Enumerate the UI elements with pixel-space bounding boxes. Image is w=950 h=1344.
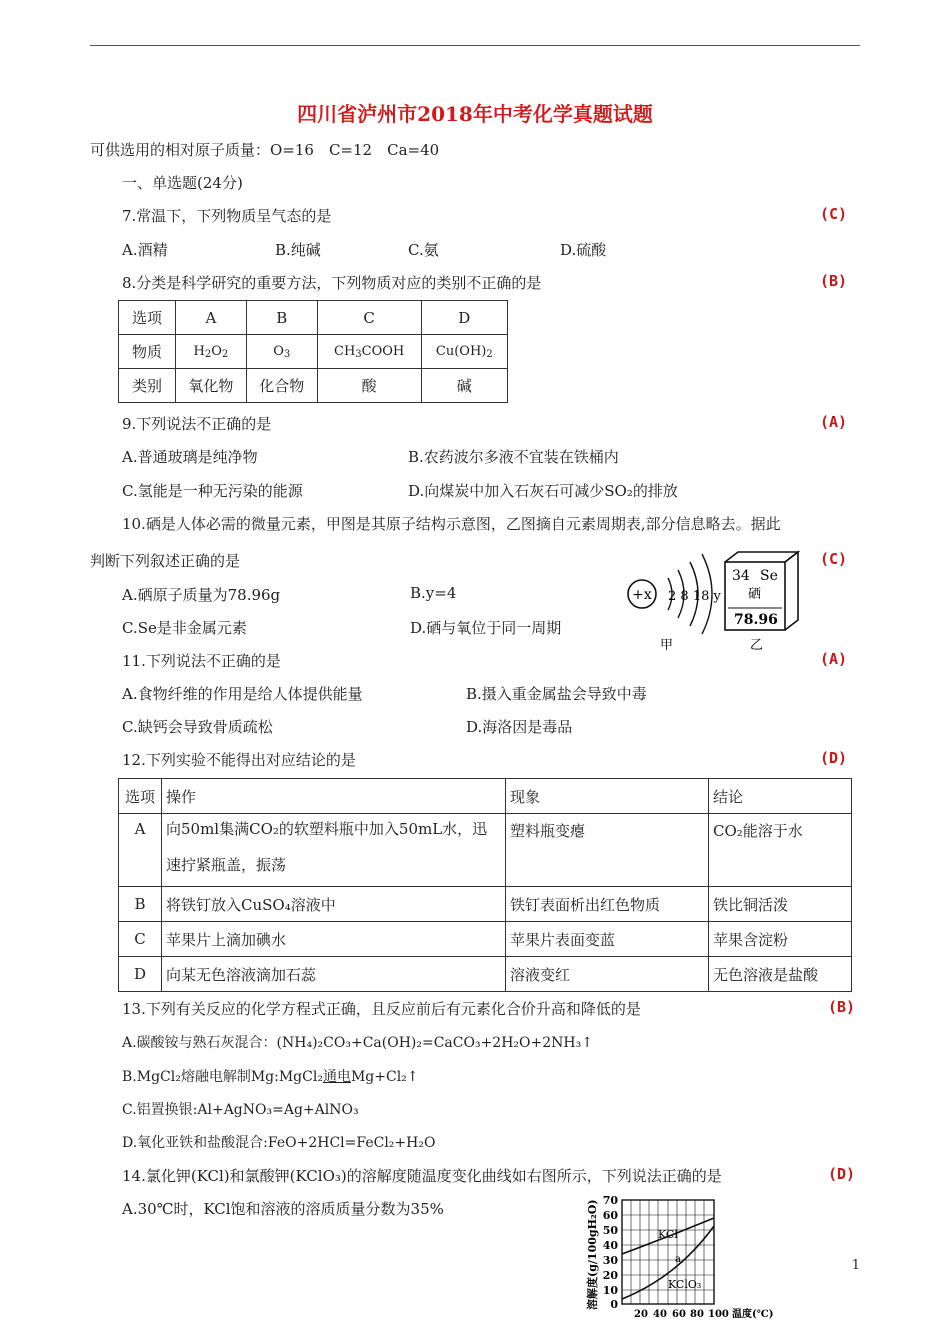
element-name: 硒 bbox=[748, 587, 762, 602]
q13-option-b-pre: B.MgCl₂熔融电解制Mg:MgCl₂ bbox=[122, 1069, 323, 1085]
table-cell bbox=[162, 814, 506, 887]
q12-answer: (D) bbox=[820, 749, 848, 767]
q14-stem: 14.氯化钾(KCl)和氯酸钾(KClO₃)的溶解度随温度变化曲线如右图所示，下列说法正确的是 bbox=[122, 1167, 722, 1185]
graph-x-label: 温度(℃) bbox=[732, 1309, 774, 1320]
q10-stem-line1: 10.硒是人体必需的微量元素，甲图是其原子结构示意图，乙图摘自元素周期表,部分信息略去。据此 bbox=[122, 515, 781, 533]
formula-o3: $O_3$ bbox=[246, 335, 317, 369]
table-cell: 操作 bbox=[162, 779, 506, 814]
electron-shells: 2 8 18 y bbox=[668, 589, 721, 604]
q7-stem: 7.常温下，下列物质呈气态的是 bbox=[122, 207, 332, 225]
intersection-point-label: a bbox=[675, 1254, 681, 1265]
table-row bbox=[119, 369, 508, 403]
q13-option-d: D.氧化亚铁和盐酸混合:FeO+2HCl=FeCl₂+H₂O bbox=[122, 1135, 436, 1151]
table-cell: 向某无色溶液滴加石蕊 bbox=[162, 957, 506, 992]
table-cell: 铁比铜活泼 bbox=[709, 887, 852, 922]
q10-option-b: B.y=4 bbox=[410, 584, 457, 602]
graph-x-ticks bbox=[634, 1307, 773, 1320]
x-tick-label: 60 bbox=[672, 1309, 686, 1320]
kclo3-curve-label: KClO₃ bbox=[668, 1278, 702, 1291]
figure-label-b: 乙 bbox=[750, 638, 764, 653]
q12-stem: 12.下列实验不能得出对应结论的是 bbox=[122, 751, 356, 769]
x-tick-label: 80 bbox=[690, 1309, 704, 1320]
table-row bbox=[119, 779, 852, 814]
table-cell: B bbox=[119, 887, 162, 922]
q14-answer: (D) bbox=[828, 1165, 856, 1183]
table-cell: 物质 bbox=[119, 335, 176, 369]
table-row bbox=[119, 957, 852, 992]
header-rule bbox=[90, 45, 860, 46]
atomic-mass-note: 可供选用的相对原子质量：O=16 C=12 Ca=40 bbox=[90, 141, 440, 159]
q13-option-b bbox=[122, 1066, 419, 1086]
q14-option-a: A.30℃时，KCl饱和溶液的溶质质量分数为35% bbox=[122, 1200, 444, 1218]
table-cell: A bbox=[176, 301, 247, 335]
table-row bbox=[119, 335, 508, 369]
q10-option-a: A.硒原子质量为78.96g bbox=[122, 586, 281, 604]
q9-answer: (A) bbox=[820, 413, 848, 431]
y-tick-label: 10 bbox=[602, 1284, 618, 1297]
table-cell: 氧化物 bbox=[176, 369, 247, 403]
q9-option-a: A.普通玻璃是纯净物 bbox=[122, 448, 258, 466]
table-cell: 溶液变红 bbox=[506, 957, 709, 992]
table-row bbox=[119, 301, 508, 335]
table-cell: 铁钉表面析出红色物质 bbox=[506, 887, 709, 922]
kcl-curve-label: KCl bbox=[658, 1228, 678, 1241]
q8-stem: 8.分类是科学研究的重要方法，下列物质对应的类别不正确的是 bbox=[122, 274, 542, 292]
table-cell: 苹果含淀粉 bbox=[709, 922, 852, 957]
y-tick-label: 50 bbox=[602, 1224, 618, 1237]
selenium-figure bbox=[620, 548, 820, 656]
nucleus-label: +x bbox=[632, 587, 652, 603]
element-symbol: Se bbox=[760, 568, 778, 584]
q10-option-d: D.硒与氧位于同一周期 bbox=[410, 619, 562, 637]
section-heading: 一、单选题(24分) bbox=[122, 174, 243, 192]
q11-option-b: B.摄入重金属盐会导致中毒 bbox=[466, 685, 647, 703]
atom-structure-diagram bbox=[628, 554, 721, 653]
q9-option-c: C.氢能是一种无污染的能源 bbox=[122, 482, 303, 500]
q13-option-c: C.铝置换银:Al+AgNO₃=Ag+AlNO₃ bbox=[122, 1102, 359, 1118]
table-cell: CO₂能溶于水 bbox=[709, 814, 852, 887]
table-cell: 结论 bbox=[709, 779, 852, 814]
element-mass: 78.96 bbox=[734, 612, 778, 628]
q12-table bbox=[118, 778, 852, 992]
table-cell: 酸 bbox=[317, 369, 421, 403]
y-tick-label: 20 bbox=[602, 1269, 618, 1282]
table-cell: 现象 bbox=[506, 779, 709, 814]
q9-option-d: D.向煤炭中加入石灰石可减少SO₂的排放 bbox=[408, 482, 678, 500]
table-cell: 将铁钉放入CuSO₄溶液中 bbox=[162, 887, 506, 922]
formula-h2o2: $H_2O_2$ bbox=[176, 335, 247, 369]
q13-option-b-condition: 通电 bbox=[322, 1069, 351, 1085]
q11-option-c: C.缺钙会导致骨质疏松 bbox=[122, 718, 273, 736]
table-row bbox=[119, 922, 852, 957]
element-number: 34 bbox=[732, 568, 750, 584]
formula-ch3cooh: $CH_3COOH$ bbox=[317, 335, 421, 369]
q10-answer: (C) bbox=[820, 550, 848, 568]
q11-answer: (A) bbox=[820, 650, 848, 668]
y-tick-label: 40 bbox=[602, 1239, 618, 1252]
table-cell: 苹果片上滴加碘水 bbox=[162, 922, 506, 957]
figure-label-a: 甲 bbox=[660, 638, 674, 653]
table-cell: 类别 bbox=[119, 369, 176, 403]
page-title: 四川省泸州市2018年中考化学真题试题 bbox=[297, 102, 653, 126]
table-cell: 塑料瓶变瘪 bbox=[506, 814, 709, 887]
table-cell: B bbox=[246, 301, 317, 335]
q11-stem: 11.下列说法不正确的是 bbox=[122, 652, 281, 670]
table-cell: 无色溶液是盐酸 bbox=[709, 957, 852, 992]
x-tick-label: 40 bbox=[653, 1309, 667, 1320]
table-cell: D bbox=[119, 957, 162, 992]
q13-option-a: A.碳酸铵与熟石灰混合：(NH₄)₂CO₃+Ca(OH)₂=CaCO₃+2H₂O+2NH₃↑ bbox=[122, 1035, 593, 1051]
graph-y-label: 溶解度(g/100gH₂O) bbox=[586, 1199, 599, 1310]
q7-option-c: C.氨 bbox=[408, 241, 439, 259]
q7-answer: (C) bbox=[820, 205, 848, 223]
page-number: 1 bbox=[851, 1258, 860, 1273]
table-cell: A bbox=[119, 814, 162, 887]
table-cell: D bbox=[421, 301, 507, 335]
x-tick-label: 20 bbox=[634, 1309, 648, 1320]
table-row bbox=[119, 887, 852, 922]
q11-option-d: D.海洛因是毒品 bbox=[466, 718, 573, 736]
y-tick-label: 70 bbox=[602, 1194, 618, 1207]
q12-a-operation-line1: 向50ml集满CO₂的软塑料瓶中加入50mL水，迅 bbox=[166, 820, 488, 838]
table-row bbox=[119, 814, 852, 887]
graph-y-ticks bbox=[603, 1194, 619, 1311]
table-cell: 化合物 bbox=[246, 369, 317, 403]
table-cell: 苹果片表面变蓝 bbox=[506, 922, 709, 957]
q13-answer: (B) bbox=[828, 998, 856, 1016]
q7-option-b: B.纯碱 bbox=[275, 241, 321, 259]
y-tick-label: 0 bbox=[610, 1298, 618, 1311]
periodic-table-cell bbox=[725, 552, 798, 653]
q12-a-operation-line2: 速拧紧瓶盖，振荡 bbox=[166, 856, 287, 874]
q9-stem: 9.下列说法不正确的是 bbox=[122, 415, 272, 433]
table-cell: 选项 bbox=[119, 779, 162, 814]
y-tick-label: 60 bbox=[602, 1209, 618, 1222]
table-cell: 碱 bbox=[421, 369, 507, 403]
solubility-graph bbox=[582, 1192, 782, 1322]
q7-option-a: A.酒精 bbox=[122, 241, 168, 259]
q10-option-c: C.Se是非金属元素 bbox=[122, 619, 247, 637]
q13-option-b-post: Mg+Cl₂↑ bbox=[350, 1069, 419, 1085]
table-cell: 选项 bbox=[119, 301, 176, 335]
q10-stem-line2: 判断下列叙述正确的是 bbox=[90, 552, 241, 570]
q13-stem: 13.下列有关反应的化学方程式正确，且反应前后有元素化合价升高和降低的是 bbox=[122, 1000, 641, 1018]
y-tick-label: 30 bbox=[602, 1254, 618, 1267]
q7-option-d: D.硫酸 bbox=[560, 241, 607, 259]
table-cell: C bbox=[317, 301, 421, 335]
q8-answer: (B) bbox=[820, 272, 848, 290]
table-cell: C bbox=[119, 922, 162, 957]
q11-option-a: A.食物纤维的作用是给人体提供能量 bbox=[122, 685, 363, 703]
x-tick-label: 100 bbox=[708, 1309, 729, 1320]
q8-table bbox=[118, 300, 508, 403]
q9-option-b: B.农药波尔多液不宜装在铁桶内 bbox=[408, 448, 619, 466]
formula-cuoh2: $Cu(OH)_2$ bbox=[421, 335, 507, 369]
